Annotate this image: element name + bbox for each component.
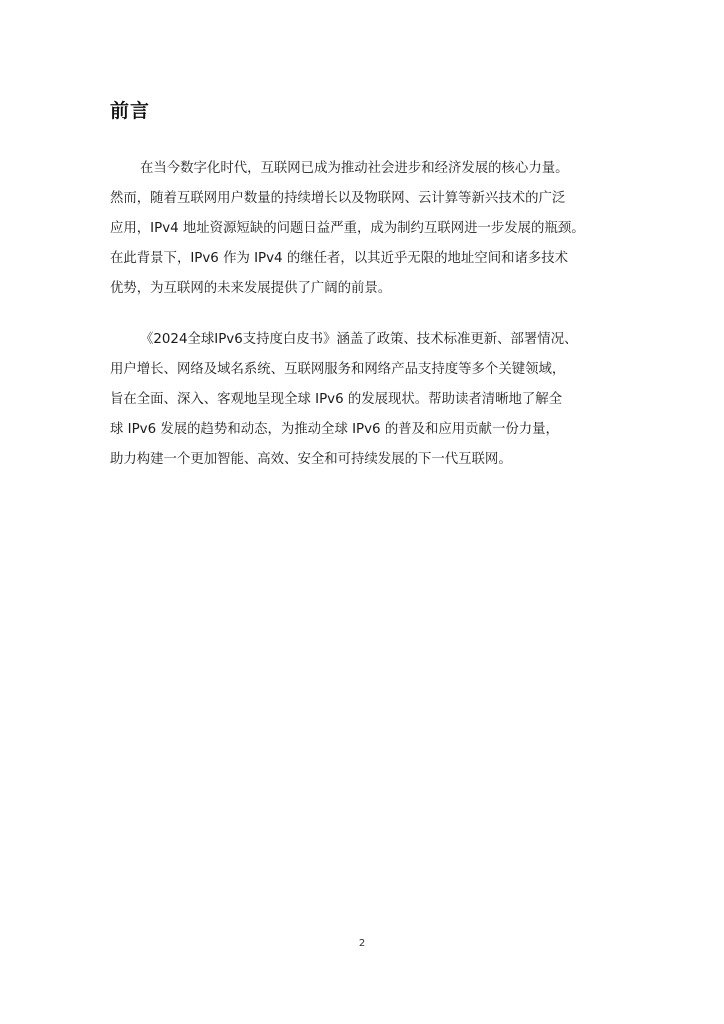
section-heading: 前言 bbox=[110, 100, 151, 122]
paragraph-line: 应用，IPv4 地址资源短缺的问题日益严重，成为制约互联网进一步发展的瓶颈。 bbox=[110, 221, 585, 236]
paragraph-line: 助力构建一个更加智能、高效、安全和可持续发展的下一代互联网。 bbox=[110, 452, 512, 467]
paragraph-line: 球 IPv6 发展的趋势和动态，为推动全球 IPv6 的普及和应用贡献一份力量， bbox=[110, 422, 559, 437]
page-number: 2 bbox=[358, 938, 366, 949]
paragraph-line: 在此背景下，IPv6 作为 IPv4 的继任者，以其近乎无限的地址空间和诸多技术 bbox=[110, 251, 569, 266]
paragraph-line: 用户增长、网络及域名系统、互联网服务和网络产品支持度等多个关键领域， bbox=[110, 362, 566, 377]
paragraph-line: 《2024全球IPv6支持度白皮书》涵盖了政策、技术标准更新、部署情况、 bbox=[140, 332, 578, 347]
paragraph-whitepaper-scope bbox=[110, 325, 630, 475]
paragraph-line: 旨在全面、深入、客观地呈现全球 IPv6 的发展现状。帮助读者清晰地了解全 bbox=[110, 392, 563, 407]
paragraph-line: 在当今数字化时代，互联网已成为推动社会进步和经济发展的核心力量。 bbox=[140, 161, 569, 176]
paragraph-line: 优势，为互联网的未来发展提供了广阔的前景。 bbox=[110, 281, 392, 296]
paragraph-line: 然而，随着互联网用户数量的持续增长以及物联网、云计算等新兴技术的广泛 bbox=[110, 191, 566, 206]
paragraph-intro bbox=[110, 154, 630, 304]
